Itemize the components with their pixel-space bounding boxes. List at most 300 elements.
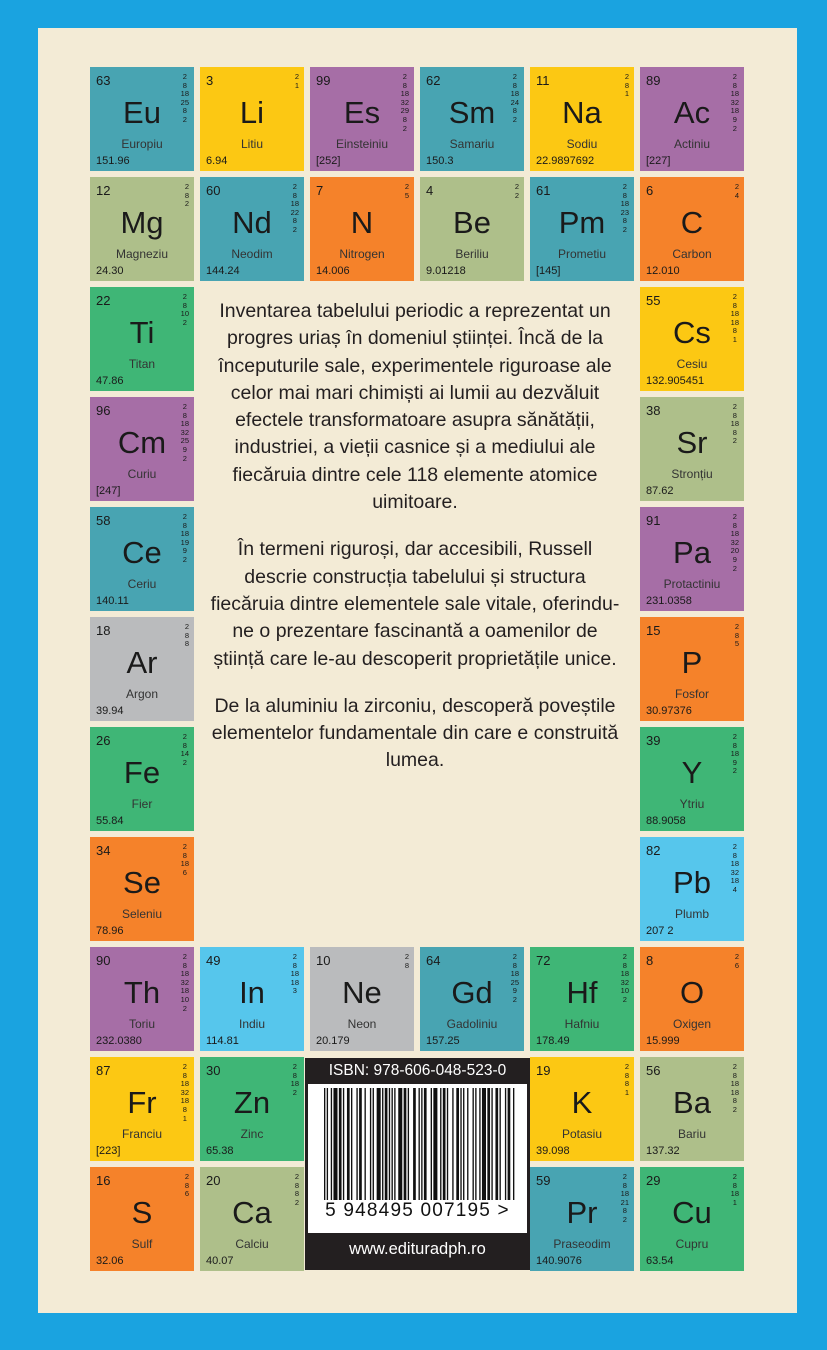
atomic-number: 7	[316, 183, 324, 198]
atomic-mass: 137.32	[646, 1145, 680, 1157]
element-tile-ba	[640, 1057, 744, 1161]
shell-count: 3	[292, 986, 297, 996]
shell-count: 24	[510, 97, 519, 107]
atomic-number: 59	[536, 1173, 551, 1188]
shell-count: 1	[294, 80, 299, 90]
element-name: Cesiu	[676, 357, 708, 371]
shell-count: 2	[624, 1062, 629, 1071]
shell-count: 5	[404, 190, 409, 200]
shell-count: 18	[620, 199, 629, 209]
barcode-bar	[495, 1088, 498, 1200]
shell-count: 32	[730, 867, 739, 877]
shell-count: 2	[404, 182, 409, 191]
element-name: Plumb	[674, 907, 709, 921]
element-symbol: Cu	[672, 1195, 712, 1230]
electron-shells	[405, 183, 409, 200]
atomic-mass: 15.999	[646, 1035, 680, 1047]
shell-count: 8	[402, 114, 407, 124]
shell-count: 2	[184, 182, 189, 191]
shell-count: 8	[402, 80, 407, 90]
element-tile-ne	[310, 947, 414, 1051]
shell-count: 2	[182, 1003, 187, 1013]
atomic-mass: [247]	[96, 485, 121, 497]
shell-count: 9	[182, 546, 187, 556]
shell-count: 5	[734, 639, 739, 649]
barcode-bar	[327, 1088, 328, 1200]
shell-count: 32	[730, 537, 739, 547]
shell-count: 18	[730, 1189, 739, 1199]
element-name: Neodim	[231, 247, 273, 261]
shell-count: 8	[732, 80, 737, 90]
shell-count: 6	[182, 867, 187, 877]
atomic-mass: 30.97376	[646, 705, 692, 717]
barcode-bar	[382, 1088, 383, 1200]
shell-count: 8	[732, 326, 737, 336]
shell-count: 18	[730, 859, 739, 869]
shell-count: 2	[732, 292, 737, 301]
element-symbol: Sm	[448, 95, 496, 130]
barcode-bar	[394, 1088, 395, 1200]
shell-count: 2	[182, 402, 187, 411]
atomic-number: 6	[646, 183, 654, 198]
shell-count: 2	[404, 952, 409, 961]
atomic-mass: 40.07	[206, 1255, 234, 1267]
shell-count: 6	[184, 1189, 189, 1199]
atomic-number: 11	[536, 73, 550, 88]
atomic-mass: 178.49	[536, 1035, 570, 1047]
barcode-bar	[351, 1088, 352, 1200]
element-symbol: Be	[453, 205, 491, 240]
shell-count: 18	[290, 1079, 299, 1089]
atomic-mass: 32.06	[96, 1255, 124, 1267]
element-symbol: Es	[343, 95, 381, 130]
shell-count: 2	[402, 72, 407, 81]
description-paragraph-2: În termeni riguroși, dar accesibili, Russell descrie construcția tabelului și structura fiecăruia dintre elementele sale vitale, oferindu-ne o prezentare fascinantă a oamenilor de știință care le-au descoperit proprietățile unice.	[210, 538, 620, 670]
element-tile-hf	[530, 947, 634, 1051]
barcode-bar	[424, 1088, 427, 1200]
shell-count: 9	[732, 114, 737, 124]
element-tile-o	[640, 947, 744, 1051]
element-tile-cs	[640, 287, 744, 391]
shell-count: 8	[622, 960, 627, 970]
shell-count: 14	[180, 749, 189, 759]
atomic-number: 8	[646, 953, 654, 968]
shell-count: 8	[292, 216, 297, 226]
atomic-mass: [145]	[536, 265, 561, 277]
shell-count: 8	[182, 410, 187, 420]
shell-count: 2	[732, 436, 737, 446]
shell-count: 8	[732, 740, 737, 750]
shell-count: 18	[180, 419, 189, 429]
atomic-mass: 132.905451	[646, 375, 705, 387]
element-symbol: Cm	[117, 425, 167, 460]
element-symbol: Ti	[129, 315, 155, 350]
barcode-bar	[359, 1088, 362, 1200]
barcode-bar	[385, 1088, 388, 1200]
barcode-bar	[460, 1088, 461, 1200]
barcode-bar	[479, 1088, 480, 1200]
atomic-mass: 78.96	[96, 925, 124, 937]
shell-count: 8	[732, 427, 737, 437]
element-name: Fier	[131, 797, 153, 811]
shell-count: 8	[624, 80, 629, 90]
atomic-number: 87	[96, 1063, 111, 1078]
element-name: Fosfor	[674, 687, 709, 701]
shell-count: 2	[622, 994, 627, 1004]
shell-count: 2	[732, 766, 737, 776]
atomic-number: 89	[646, 73, 661, 88]
element-name: Sodiu	[566, 137, 598, 151]
barcode-bar	[500, 1088, 501, 1200]
element-name: Titan	[128, 357, 156, 371]
barcode-bar	[433, 1088, 437, 1200]
electron-shells	[735, 183, 739, 200]
barcode-bar	[413, 1088, 416, 1200]
atomic-mass: 144.24	[206, 265, 240, 277]
element-name: Carbon	[672, 247, 712, 261]
barcode-bar	[467, 1088, 468, 1200]
shell-count: 2	[182, 554, 187, 564]
element-tile-k	[530, 1057, 634, 1161]
element-name: Franciu	[121, 1127, 162, 1141]
atomic-mass: 207 2	[646, 925, 674, 937]
shell-count: 29	[400, 106, 409, 116]
shell-count: 2	[732, 842, 737, 851]
element-tile-y	[640, 727, 744, 831]
element-tile-c	[640, 177, 744, 281]
barcode-digits: 5 948495 007195 >	[325, 1200, 510, 1221]
shell-count: 2	[182, 317, 187, 327]
element-name: Cupru	[675, 1237, 709, 1251]
shell-count: 1	[182, 1113, 187, 1123]
atomic-number: 91	[646, 513, 661, 528]
atomic-number: 56	[646, 1063, 661, 1078]
element-symbol: Li	[239, 95, 265, 130]
shell-count: 8	[624, 1079, 629, 1089]
shell-count: 32	[180, 977, 189, 987]
shell-count: 18	[180, 89, 189, 99]
atomic-mass: 151.96	[96, 155, 130, 167]
atomic-number: 30	[206, 1063, 221, 1078]
element-tile-ce	[90, 507, 194, 611]
atomic-mass: 39.098	[536, 1145, 570, 1157]
shell-count: 8	[294, 1189, 299, 1199]
barcode-bar	[463, 1088, 464, 1200]
barcode-bar	[421, 1088, 422, 1200]
element-symbol: Ac	[673, 95, 711, 130]
element-name: Indiu	[238, 1017, 266, 1031]
element-tile-n	[310, 177, 414, 281]
shell-count: 1	[732, 1197, 737, 1207]
shell-count: 8	[622, 1180, 627, 1190]
element-name: Oxigen	[672, 1017, 712, 1031]
element-tile-mg	[90, 177, 194, 281]
barcode-bar	[475, 1088, 476, 1200]
shell-count: 2	[182, 757, 187, 767]
element-name: Europiu	[121, 137, 163, 151]
atomic-mass: 65.38	[206, 1145, 234, 1157]
atomic-number: 38	[646, 403, 661, 418]
element-symbol: Pr	[566, 1195, 598, 1230]
atomic-number: 49	[206, 953, 221, 968]
shell-count: 2	[622, 1172, 627, 1181]
shell-count: 1	[624, 1087, 629, 1097]
shell-count: 18	[180, 529, 189, 539]
element-tile-pb	[640, 837, 744, 941]
shell-count: 18	[510, 969, 519, 979]
element-name: Nitrogen	[339, 247, 385, 261]
element-name: Beriliu	[455, 247, 489, 261]
barcode-bar	[365, 1088, 366, 1200]
electron-shells	[405, 953, 409, 970]
barcode	[308, 1084, 527, 1233]
shell-count: 1	[732, 334, 737, 344]
element-tile-nd	[200, 177, 304, 281]
shell-count: 8	[182, 520, 187, 530]
shell-count: 18	[400, 89, 409, 99]
element-name: Bariu	[677, 1127, 706, 1141]
atomic-mass: [227]	[646, 155, 671, 167]
atomic-number: 10	[316, 953, 331, 968]
element-symbol: Se	[123, 865, 161, 900]
shell-count: 8	[294, 1180, 299, 1190]
shell-count: 6	[734, 960, 739, 970]
shell-count: 10	[180, 994, 189, 1004]
atomic-number: 15	[646, 623, 661, 638]
element-tile-es	[310, 67, 414, 171]
shell-count: 32	[400, 97, 409, 107]
element-symbol: In	[239, 975, 265, 1010]
barcode-bar	[331, 1088, 332, 1200]
atomic-mass: 150.3	[426, 155, 454, 167]
shell-count: 2	[294, 1172, 299, 1181]
barcode-bar	[482, 1088, 486, 1200]
atomic-number: 39	[646, 733, 661, 748]
shell-count: 18	[730, 749, 739, 759]
shell-count: 2	[182, 292, 187, 301]
isbn-block	[305, 1058, 530, 1270]
element-name: Magneziu	[115, 247, 169, 261]
element-symbol: Hf	[566, 975, 598, 1010]
element-symbol: N	[350, 205, 374, 240]
shell-count: 2	[402, 123, 407, 133]
atomic-number: 34	[96, 843, 111, 858]
shell-count: 2	[734, 622, 739, 631]
element-symbol: K	[571, 1085, 593, 1120]
element-name: Praseodim	[553, 1237, 611, 1251]
shell-count: 2	[732, 1172, 737, 1181]
element-name: Actiniu	[673, 137, 711, 151]
atomic-mass: [223]	[96, 1145, 121, 1157]
shell-count: 2	[622, 952, 627, 961]
shell-count: 18	[730, 309, 739, 319]
shell-count: 2	[292, 1062, 297, 1071]
barcode-bar	[333, 1088, 337, 1200]
electron-shells	[735, 953, 739, 970]
element-tile-na	[530, 67, 634, 171]
element-tile-se	[90, 837, 194, 941]
atomic-mass: 140.11	[96, 595, 129, 607]
atomic-mass: 114.81	[206, 1035, 239, 1047]
shell-count: 2	[292, 182, 297, 191]
element-tile-li	[200, 67, 304, 171]
shell-count: 8	[734, 630, 739, 640]
shell-count: 18	[730, 89, 739, 99]
element-name: Seleniu	[121, 907, 163, 921]
shell-count: 2	[182, 732, 187, 741]
shell-count: 8	[184, 1180, 189, 1190]
element-symbol: Eu	[123, 95, 161, 130]
shell-count: 2	[622, 182, 627, 191]
shell-count: 10	[620, 986, 629, 996]
atomic-number: 18	[96, 623, 111, 638]
atomic-mass: 6.94	[206, 155, 228, 167]
shell-count: 8	[182, 740, 187, 750]
shell-count: 2	[292, 1087, 297, 1097]
shell-count: 8	[184, 630, 189, 640]
element-symbol: Ne	[342, 975, 382, 1010]
barcode-bar	[324, 1088, 325, 1200]
element-tile-sr	[640, 397, 744, 501]
shell-count: 2	[182, 453, 187, 463]
element-symbol: Gd	[451, 975, 493, 1010]
shell-count: 9	[732, 757, 737, 767]
barcode-bar	[508, 1088, 511, 1200]
shell-count: 2	[292, 952, 297, 961]
atomic-number: 19	[536, 1063, 551, 1078]
shell-count: 18	[180, 859, 189, 869]
shell-count: 2	[514, 190, 519, 200]
shell-count: 18	[730, 876, 739, 886]
shell-count: 23	[620, 207, 629, 217]
element-symbol: S	[131, 1195, 153, 1230]
shell-count: 8	[404, 960, 409, 970]
element-tile-ca	[200, 1167, 304, 1271]
element-tile-in	[200, 947, 304, 1051]
shell-count: 9	[182, 444, 187, 454]
shell-count: 2	[184, 199, 189, 209]
shell-count: 8	[732, 520, 737, 530]
shell-count: 8	[182, 1104, 187, 1114]
element-name: Hafniu	[564, 1017, 600, 1031]
electron-shells	[515, 183, 519, 200]
barcode-bar	[443, 1088, 446, 1200]
shell-count: 2	[732, 72, 737, 81]
atomic-number: 63	[96, 73, 111, 88]
element-symbol: Ce	[122, 535, 162, 570]
atomic-mass: 12.010	[646, 265, 680, 277]
element-tile-th	[90, 947, 194, 1051]
element-tile-eu	[90, 67, 194, 171]
atomic-number: 61	[536, 183, 551, 198]
atomic-mass: 14.006	[316, 265, 350, 277]
shell-count: 4	[734, 190, 739, 200]
element-name: Potasiu	[561, 1127, 603, 1141]
shell-count: 8	[182, 300, 187, 310]
element-name: Zinc	[240, 1127, 264, 1141]
element-symbol: Sr	[676, 425, 708, 460]
barcode-bar	[370, 1088, 371, 1200]
shell-count: 8	[732, 300, 737, 310]
barcode-bar	[347, 1088, 350, 1200]
shell-count: 8	[182, 960, 187, 970]
shell-count: 18	[510, 89, 519, 99]
shell-count: 18	[730, 317, 739, 327]
barcode-bar	[356, 1088, 357, 1200]
atomic-number: 64	[426, 953, 441, 968]
shell-count: 2	[732, 1104, 737, 1114]
shell-count: 18	[290, 199, 299, 209]
element-symbol: Y	[681, 755, 703, 790]
barcode-bar	[392, 1088, 393, 1200]
atomic-number: 96	[96, 403, 111, 418]
shell-count: 2	[732, 512, 737, 521]
shell-count: 2	[734, 952, 739, 961]
shell-count: 4	[732, 884, 737, 894]
atomic-mass: 22.9897692	[536, 155, 595, 167]
element-symbol: Cs	[673, 315, 711, 350]
shell-count: 2	[512, 952, 517, 961]
shell-count: 2	[182, 952, 187, 961]
shell-count: 8	[622, 1206, 627, 1216]
atomic-number: 20	[206, 1173, 221, 1188]
atomic-number: 82	[646, 843, 661, 858]
barcode-bar	[452, 1088, 453, 1200]
element-name: Sulf	[131, 1237, 153, 1251]
atomic-number: 29	[646, 1173, 661, 1188]
atomic-number: 22	[96, 293, 111, 308]
atomic-number: 12	[96, 183, 111, 198]
element-symbol: Fe	[123, 755, 161, 790]
barcode-bar	[440, 1088, 441, 1200]
shell-count: 2	[732, 563, 737, 573]
description-paragraph-1: Inventarea tabelului periodic a reprezentat un progres uriaș în domeniul științei. Încă de la începuturile sale, experimentele riguroase ale celor mai mari chimiști ai lumii au dezvăluit efectele transformatoare asupra sănătății, industriei, a vieții casnice și a mediului ale fiecăruia dintre cele 118 elemente atomice uimitoare.	[218, 300, 612, 514]
element-tile-fe	[90, 727, 194, 831]
shell-count: 8	[624, 1070, 629, 1080]
shell-count: 18	[620, 969, 629, 979]
element-name: Ytriu	[679, 797, 705, 811]
shell-count: 18	[730, 419, 739, 429]
element-name: Neon	[347, 1017, 377, 1031]
shell-count: 2	[182, 842, 187, 851]
shell-count: 18	[290, 969, 299, 979]
element-symbol: Ba	[673, 1085, 711, 1120]
atomic-mass: 63.54	[646, 1255, 674, 1267]
element-symbol: Th	[123, 975, 161, 1010]
atomic-mass: 39.94	[96, 705, 124, 717]
shell-count: 18	[730, 1079, 739, 1089]
element-name: Ceriu	[127, 577, 157, 591]
isbn-number: ISBN: 978-606-048-523-0	[328, 1062, 507, 1079]
shell-count: 2	[182, 1062, 187, 1071]
shell-count: 2	[734, 182, 739, 191]
shell-count: 18	[730, 1087, 739, 1097]
shell-count: 2	[732, 402, 737, 411]
element-symbol: Ar	[126, 645, 158, 680]
shell-count: 2	[512, 114, 517, 124]
element-name: Stronțiu	[671, 467, 713, 481]
barcode-bar	[473, 1088, 474, 1200]
element-symbol: Na	[562, 95, 602, 130]
shell-count: 2	[292, 224, 297, 234]
barcode-bar	[389, 1088, 390, 1200]
shell-count: 8	[182, 80, 187, 90]
element-tile-sm	[420, 67, 524, 171]
atomic-number: 62	[426, 73, 441, 88]
shell-count: 25	[180, 97, 189, 107]
element-name: Einsteiniu	[335, 137, 389, 151]
shell-count: 18	[180, 986, 189, 996]
